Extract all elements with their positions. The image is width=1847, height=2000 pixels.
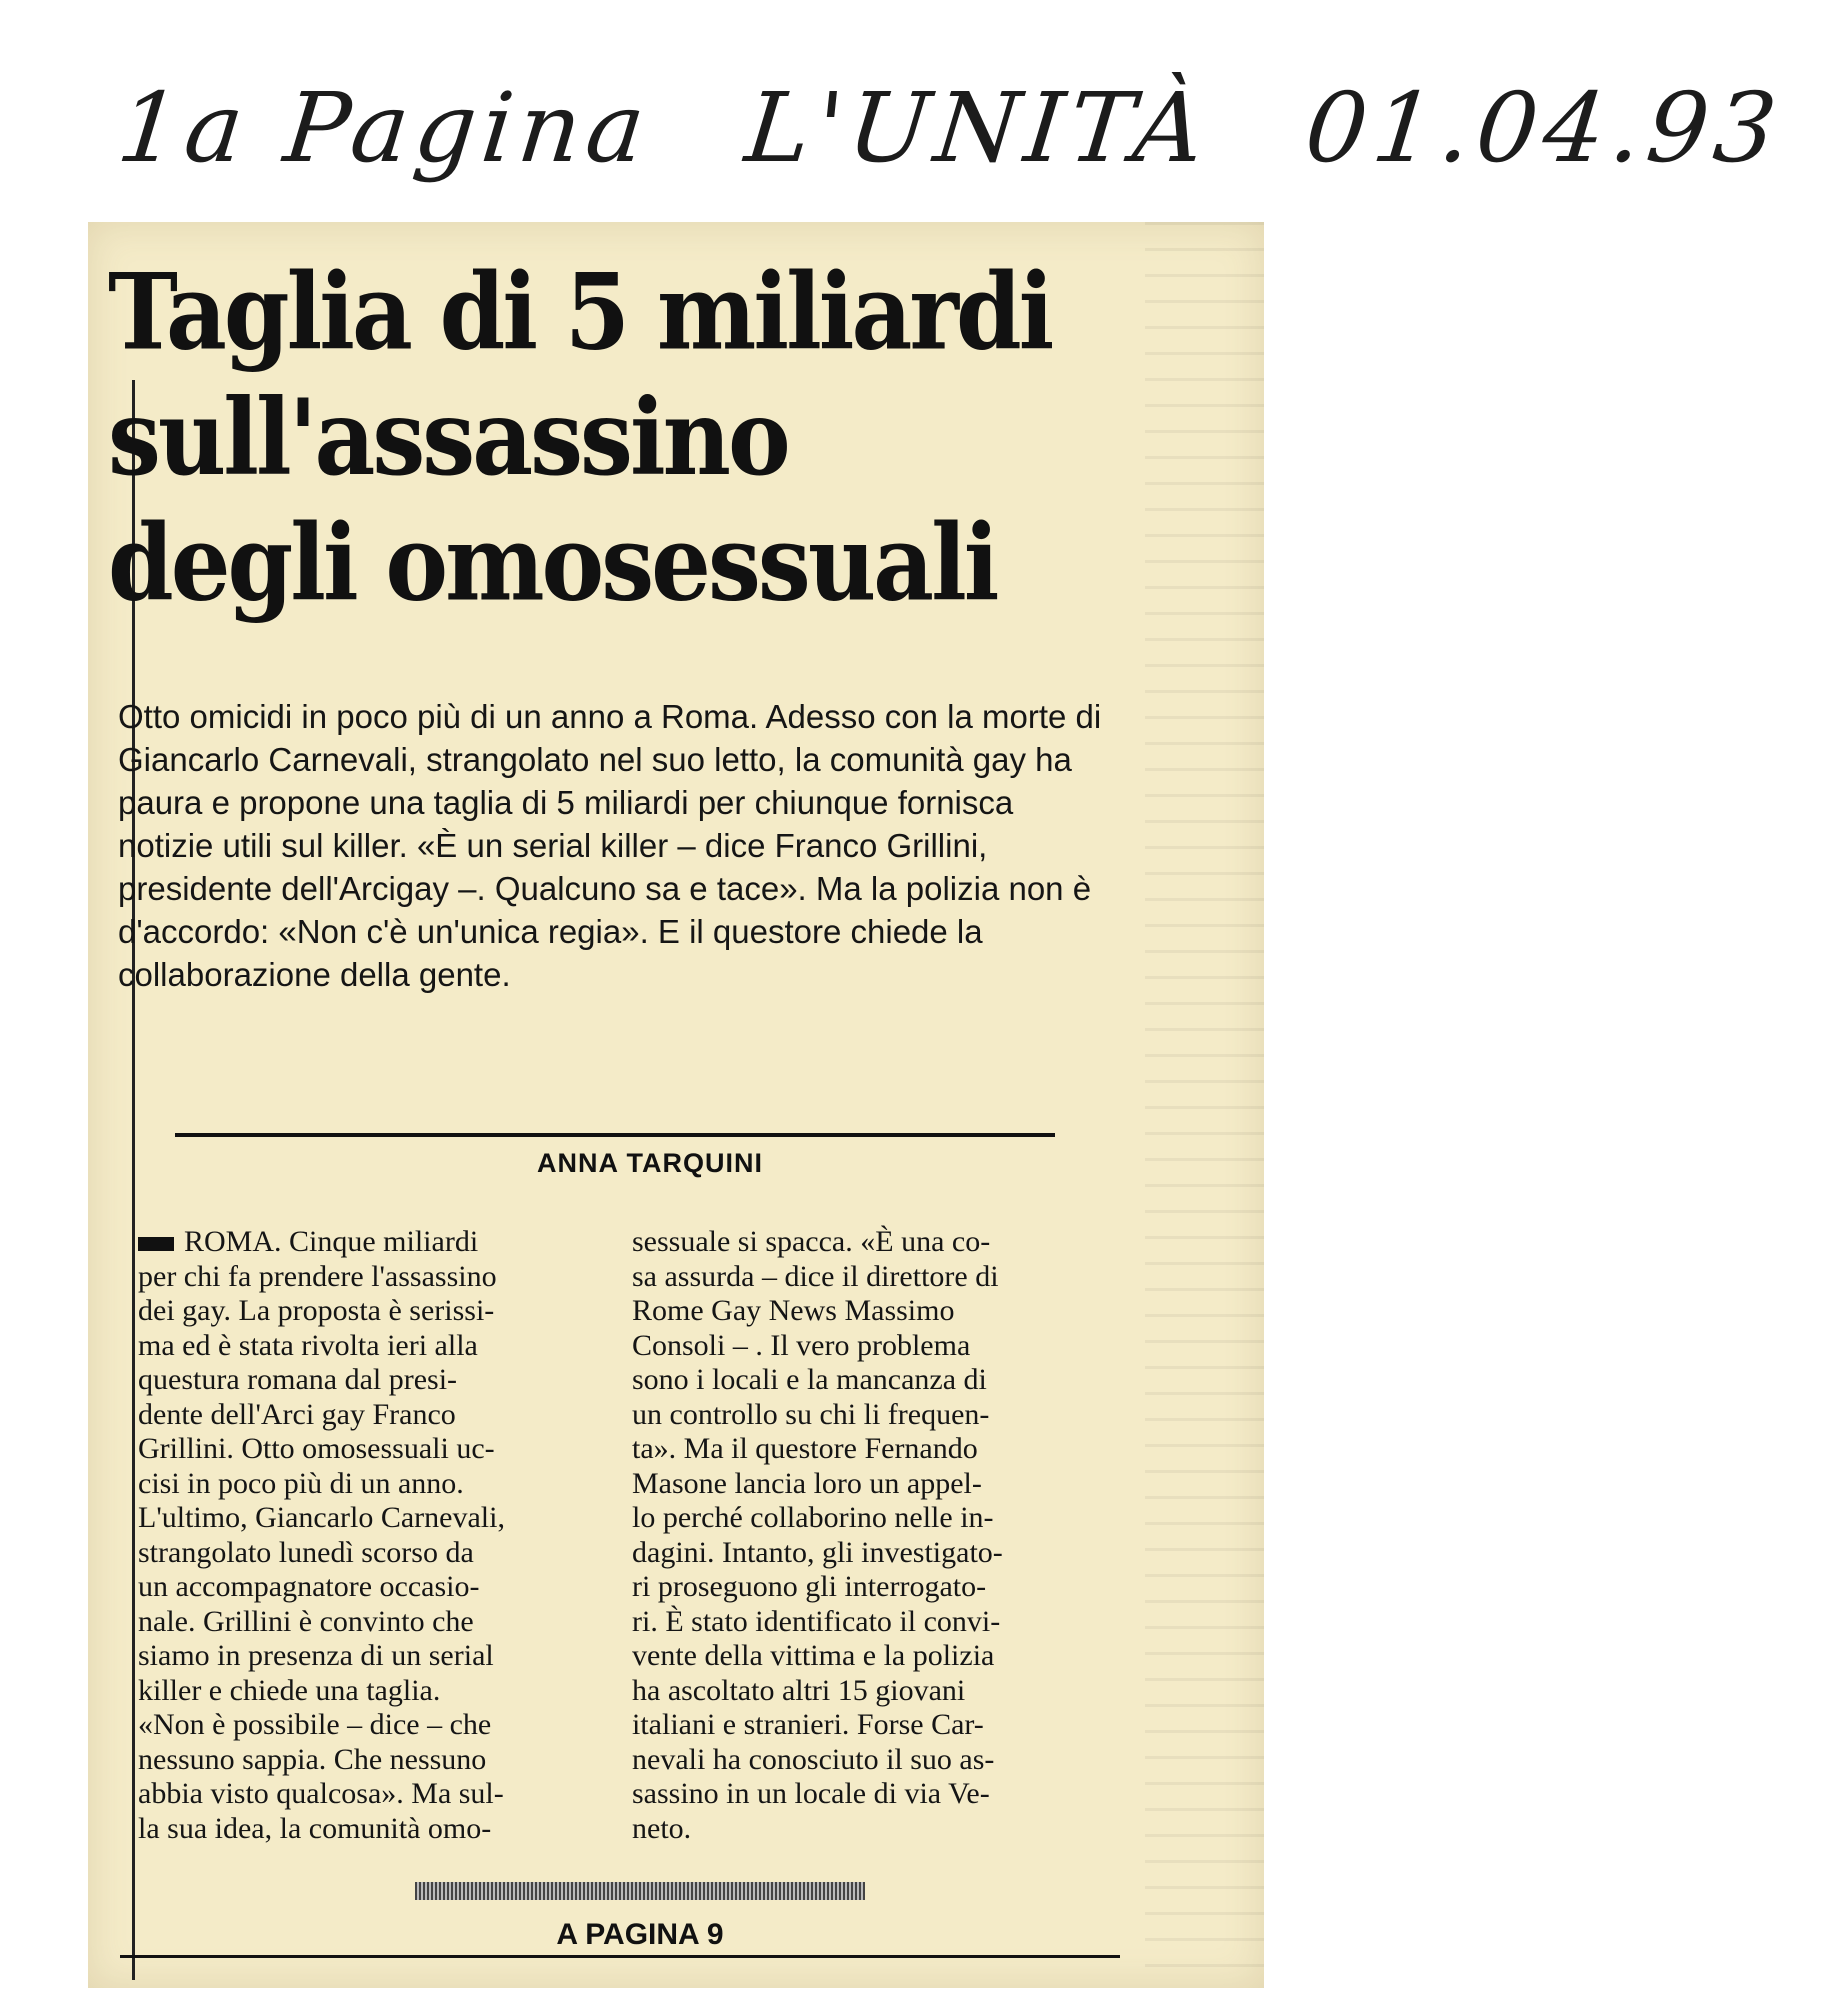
body-line: ha ascoltato altri 15 giovani [632,1673,966,1707]
body-line: ta». Ma il questore Fernando [632,1432,978,1465]
body-line: dagini. Intanto, gli investigato- [632,1535,1003,1569]
body-line: questura romana dal presi- [138,1363,458,1396]
body-column-2 [632,1225,1082,1846]
body-line: Rome Gay News Massimo [632,1294,955,1327]
article-headline [108,250,1108,626]
bottom-rule [120,1955,1120,1958]
body-line: per chi fa prendere l'assassino [138,1259,497,1293]
body-line: dei gay. La proposta è serissi- [138,1294,495,1327]
adjacent-column-fragment [1145,222,1264,1988]
body-line: strangolato lunedì scorso da [138,1535,474,1569]
body-line: cisi in poco più di un anno. [138,1466,464,1500]
body-line: killer e chiede una taglia. [138,1673,441,1707]
halftone-divider [415,1882,865,1900]
body-line: sa assurda – dice il direttore di [632,1259,999,1293]
body-line: Masone lancia loro un appel- [632,1466,982,1500]
body-line: sassino in un locale di via Ve- [632,1777,990,1810]
body-line: Grillini. Otto omosessuali uc- [138,1432,495,1465]
body-line: ri. È stato identificato il convi- [632,1604,1001,1638]
body-line: un accompagnatore occasio- [138,1570,480,1603]
body-line: «Non è possibile – dice – che [138,1708,492,1741]
handwritten-date: 01.04.93 [1300,72,1788,184]
body-line: dente dell'Arci gay Franco [138,1397,456,1431]
body-line: L'ultimo, Giancarlo Carnevali, [138,1501,505,1534]
body-line: nale. Grillini è convinto che [138,1604,474,1638]
handwritten-note [112,72,1788,192]
body-line: neto. [632,1811,692,1845]
body-column-1 [138,1225,588,1846]
byline-divider [175,1133,1055,1137]
continuation-reference: A PAGINA 9 [556,1918,724,1951]
body-line: ROMA. Cinque miliardi [138,1225,588,1260]
body-line: vente della vittima e la polizia [632,1639,995,1672]
headline-line-2: sull'assassino [108,376,788,500]
headline-line-1: Taglia di 5 miliardi [108,251,1052,375]
body-line: la sua idea, la comunità omo- [138,1811,492,1845]
body-line: nessuno sappia. Che nessuno [138,1742,487,1776]
body-line: nevali ha conosciuto il suo as- [632,1742,995,1776]
body-line: italiani e stranieri. Forse Car- [632,1708,984,1741]
body-line: Consoli – . Il vero problema [632,1328,971,1362]
body-line: sono i locali e la mancanza di [632,1363,987,1396]
byline: ANNA TARQUINI [537,1148,763,1178]
body-line: sessuale si spacca. «È una co- [632,1225,991,1258]
article-lead: Otto omicidi in poco più di un anno a Roma. Adesso con la morte di Giancarlo Carnevali, strangolato nel suo letto, la comunità gay ha paura e propone una taglia di 5 miliardi per chiunque fornisca notizie utili sul killer. «È un serial killer – dice Franco Grillini, presidente dell'Arcigay –. Qualcuno sa e tace». Ma la polizia non è d'accordo: «Non c'è un'unica regia». E il questore chiede la collaborazione della gente. [118,698,1102,993]
square-bullet-icon [138,1237,174,1251]
headline-line-3: degli omosessuali [108,502,997,626]
body-line: abbia visto qualcosa». Ma sul- [138,1777,504,1810]
handwritten-page: 1a Pagina [112,72,656,184]
body-line: ma ed è stata rivolta ieri alla [138,1328,478,1362]
body-line: lo perché collaborino nelle in- [632,1501,994,1534]
body-line: un controllo su chi li frequen- [632,1397,990,1431]
body-line: siamo in presenza di un serial [138,1639,494,1672]
handwritten-newspaper: L'UNITÀ [740,72,1216,184]
body-line: ri proseguono gli interrogato- [632,1570,987,1603]
